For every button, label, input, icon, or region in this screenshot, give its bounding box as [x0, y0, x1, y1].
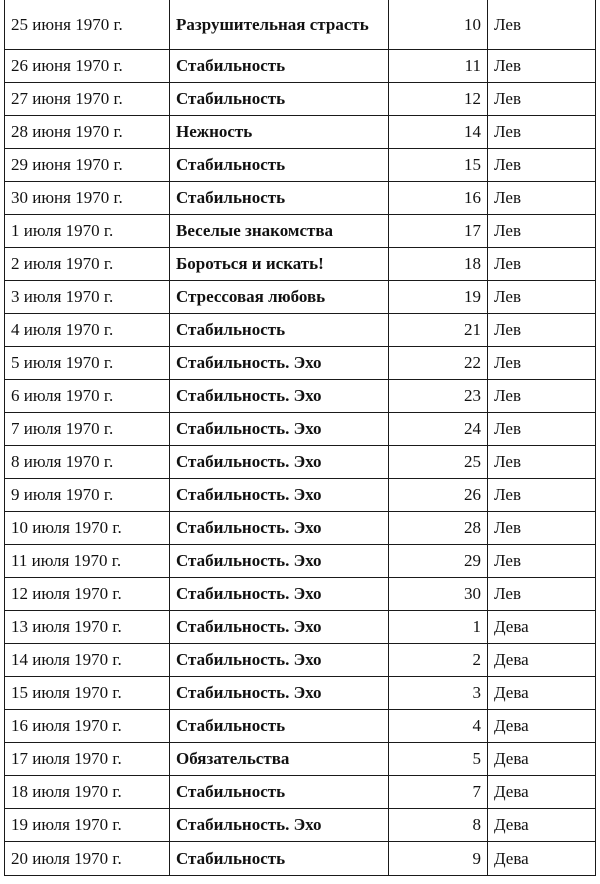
- table-row: [5, 446, 596, 479]
- table-row: [5, 578, 596, 611]
- name-cell: Стабильность: [170, 710, 389, 743]
- date-cell: 30 июня 1970 г.: [5, 182, 170, 215]
- table-row: [5, 710, 596, 743]
- name-cell: Стабильность: [170, 83, 389, 116]
- table-row: [5, 0, 596, 50]
- name-cell: Стабильность: [170, 149, 389, 182]
- number-cell: 15: [389, 149, 488, 182]
- name-cell: Стабильность. Эхо: [170, 677, 389, 710]
- name-cell: Разрушительная страсть: [170, 0, 389, 50]
- sign-cell: Лев: [488, 50, 596, 83]
- name-cell: Стабильность. Эхо: [170, 644, 389, 677]
- table-row: [5, 776, 596, 809]
- sign-cell: Дева: [488, 809, 596, 842]
- date-cell: 29 июня 1970 г.: [5, 149, 170, 182]
- number-cell: 3: [389, 677, 488, 710]
- date-cell: 3 июля 1970 г.: [5, 281, 170, 314]
- name-cell: Стабильность. Эхо: [170, 380, 389, 413]
- date-cell: 28 июня 1970 г.: [5, 116, 170, 149]
- date-cell: 16 июля 1970 г.: [5, 710, 170, 743]
- document-page: [4, 0, 596, 876]
- name-cell: Стабильность. Эхо: [170, 512, 389, 545]
- number-cell: 11: [389, 50, 488, 83]
- sign-cell: Лев: [488, 149, 596, 182]
- date-cell: 17 июля 1970 г.: [5, 743, 170, 776]
- date-cell: 15 июля 1970 г.: [5, 677, 170, 710]
- name-cell: Обязательства: [170, 743, 389, 776]
- name-cell: Стабильность. Эхо: [170, 347, 389, 380]
- table-row: [5, 611, 596, 644]
- sign-cell: Лев: [488, 182, 596, 215]
- table-row: [5, 83, 596, 116]
- number-cell: 16: [389, 182, 488, 215]
- table-row: [5, 116, 596, 149]
- table-row: [5, 347, 596, 380]
- date-cell: 9 июля 1970 г.: [5, 479, 170, 512]
- number-cell: 5: [389, 743, 488, 776]
- number-cell: 21: [389, 314, 488, 347]
- table-row: [5, 413, 596, 446]
- sign-cell: Лев: [488, 0, 596, 50]
- sign-cell: Дева: [488, 611, 596, 644]
- schedule-table-body: [5, 0, 596, 876]
- sign-cell: Лев: [488, 479, 596, 512]
- date-cell: 14 июля 1970 г.: [5, 644, 170, 677]
- table-row: [5, 281, 596, 314]
- number-cell: 14: [389, 116, 488, 149]
- table-row: [5, 644, 596, 677]
- date-cell: 20 июля 1970 г.: [5, 842, 170, 876]
- sign-cell: Дева: [488, 776, 596, 809]
- date-cell: 6 июля 1970 г.: [5, 380, 170, 413]
- number-cell: 12: [389, 83, 488, 116]
- number-cell: 26: [389, 479, 488, 512]
- sign-cell: Лев: [488, 314, 596, 347]
- date-cell: 5 июля 1970 г.: [5, 347, 170, 380]
- table-row: [5, 182, 596, 215]
- table-row: [5, 512, 596, 545]
- number-cell: 28: [389, 512, 488, 545]
- number-cell: 17: [389, 215, 488, 248]
- table-row: [5, 743, 596, 776]
- number-cell: 24: [389, 413, 488, 446]
- number-cell: 25: [389, 446, 488, 479]
- number-cell: 30: [389, 578, 488, 611]
- number-cell: 8: [389, 809, 488, 842]
- table-row: [5, 314, 596, 347]
- schedule-table: [4, 0, 596, 876]
- sign-cell: Дева: [488, 743, 596, 776]
- name-cell: Стабильность: [170, 776, 389, 809]
- number-cell: 7: [389, 776, 488, 809]
- sign-cell: Дева: [488, 677, 596, 710]
- sign-cell: Лев: [488, 413, 596, 446]
- date-cell: 18 июля 1970 г.: [5, 776, 170, 809]
- name-cell: Веселые знакомства: [170, 215, 389, 248]
- table-row: [5, 50, 596, 83]
- date-cell: 12 июля 1970 г.: [5, 578, 170, 611]
- sign-cell: Лев: [488, 347, 596, 380]
- sign-cell: Лев: [488, 116, 596, 149]
- sign-cell: Лев: [488, 545, 596, 578]
- date-cell: 4 июля 1970 г.: [5, 314, 170, 347]
- table-row: [5, 479, 596, 512]
- table-row: [5, 545, 596, 578]
- name-cell: Стабильность. Эхо: [170, 545, 389, 578]
- name-cell: Стабильность. Эхо: [170, 611, 389, 644]
- name-cell: Бороться и искать!: [170, 248, 389, 281]
- date-cell: 19 июля 1970 г.: [5, 809, 170, 842]
- number-cell: 23: [389, 380, 488, 413]
- name-cell: Стабильность. Эхо: [170, 809, 389, 842]
- sign-cell: Лев: [488, 248, 596, 281]
- date-cell: 1 июля 1970 г.: [5, 215, 170, 248]
- name-cell: Стрессовая любовь: [170, 281, 389, 314]
- number-cell: 4: [389, 710, 488, 743]
- date-cell: 27 июня 1970 г.: [5, 83, 170, 116]
- sign-cell: Лев: [488, 578, 596, 611]
- name-cell: Стабильность: [170, 50, 389, 83]
- table-row: [5, 149, 596, 182]
- number-cell: 22: [389, 347, 488, 380]
- table-row: [5, 677, 596, 710]
- date-cell: 11 июля 1970 г.: [5, 545, 170, 578]
- number-cell: 1: [389, 611, 488, 644]
- sign-cell: Лев: [488, 380, 596, 413]
- name-cell: Стабильность. Эхо: [170, 578, 389, 611]
- date-cell: 10 июля 1970 г.: [5, 512, 170, 545]
- date-cell: 13 июля 1970 г.: [5, 611, 170, 644]
- sign-cell: Лев: [488, 83, 596, 116]
- sign-cell: Лев: [488, 446, 596, 479]
- sign-cell: Дева: [488, 710, 596, 743]
- table-row: [5, 809, 596, 842]
- number-cell: 2: [389, 644, 488, 677]
- table-row: [5, 842, 596, 876]
- date-cell: 7 июля 1970 г.: [5, 413, 170, 446]
- name-cell: Нежность: [170, 116, 389, 149]
- name-cell: Стабильность. Эхо: [170, 413, 389, 446]
- sign-cell: Лев: [488, 215, 596, 248]
- sign-cell: Лев: [488, 512, 596, 545]
- name-cell: Стабильность: [170, 182, 389, 215]
- number-cell: 10: [389, 0, 488, 50]
- date-cell: 25 июня 1970 г.: [5, 0, 170, 50]
- sign-cell: Дева: [488, 644, 596, 677]
- name-cell: Стабильность. Эхо: [170, 446, 389, 479]
- sign-cell: Дева: [488, 842, 596, 876]
- table-row: [5, 248, 596, 281]
- date-cell: 2 июля 1970 г.: [5, 248, 170, 281]
- sign-cell: Лев: [488, 281, 596, 314]
- number-cell: 19: [389, 281, 488, 314]
- date-cell: 8 июля 1970 г.: [5, 446, 170, 479]
- name-cell: Стабильность. Эхо: [170, 479, 389, 512]
- table-row: [5, 380, 596, 413]
- date-cell: 26 июня 1970 г.: [5, 50, 170, 83]
- number-cell: 9: [389, 842, 488, 876]
- number-cell: 18: [389, 248, 488, 281]
- name-cell: Стабильность: [170, 314, 389, 347]
- number-cell: 29: [389, 545, 488, 578]
- table-row: [5, 215, 596, 248]
- name-cell: Стабильность: [170, 842, 389, 876]
